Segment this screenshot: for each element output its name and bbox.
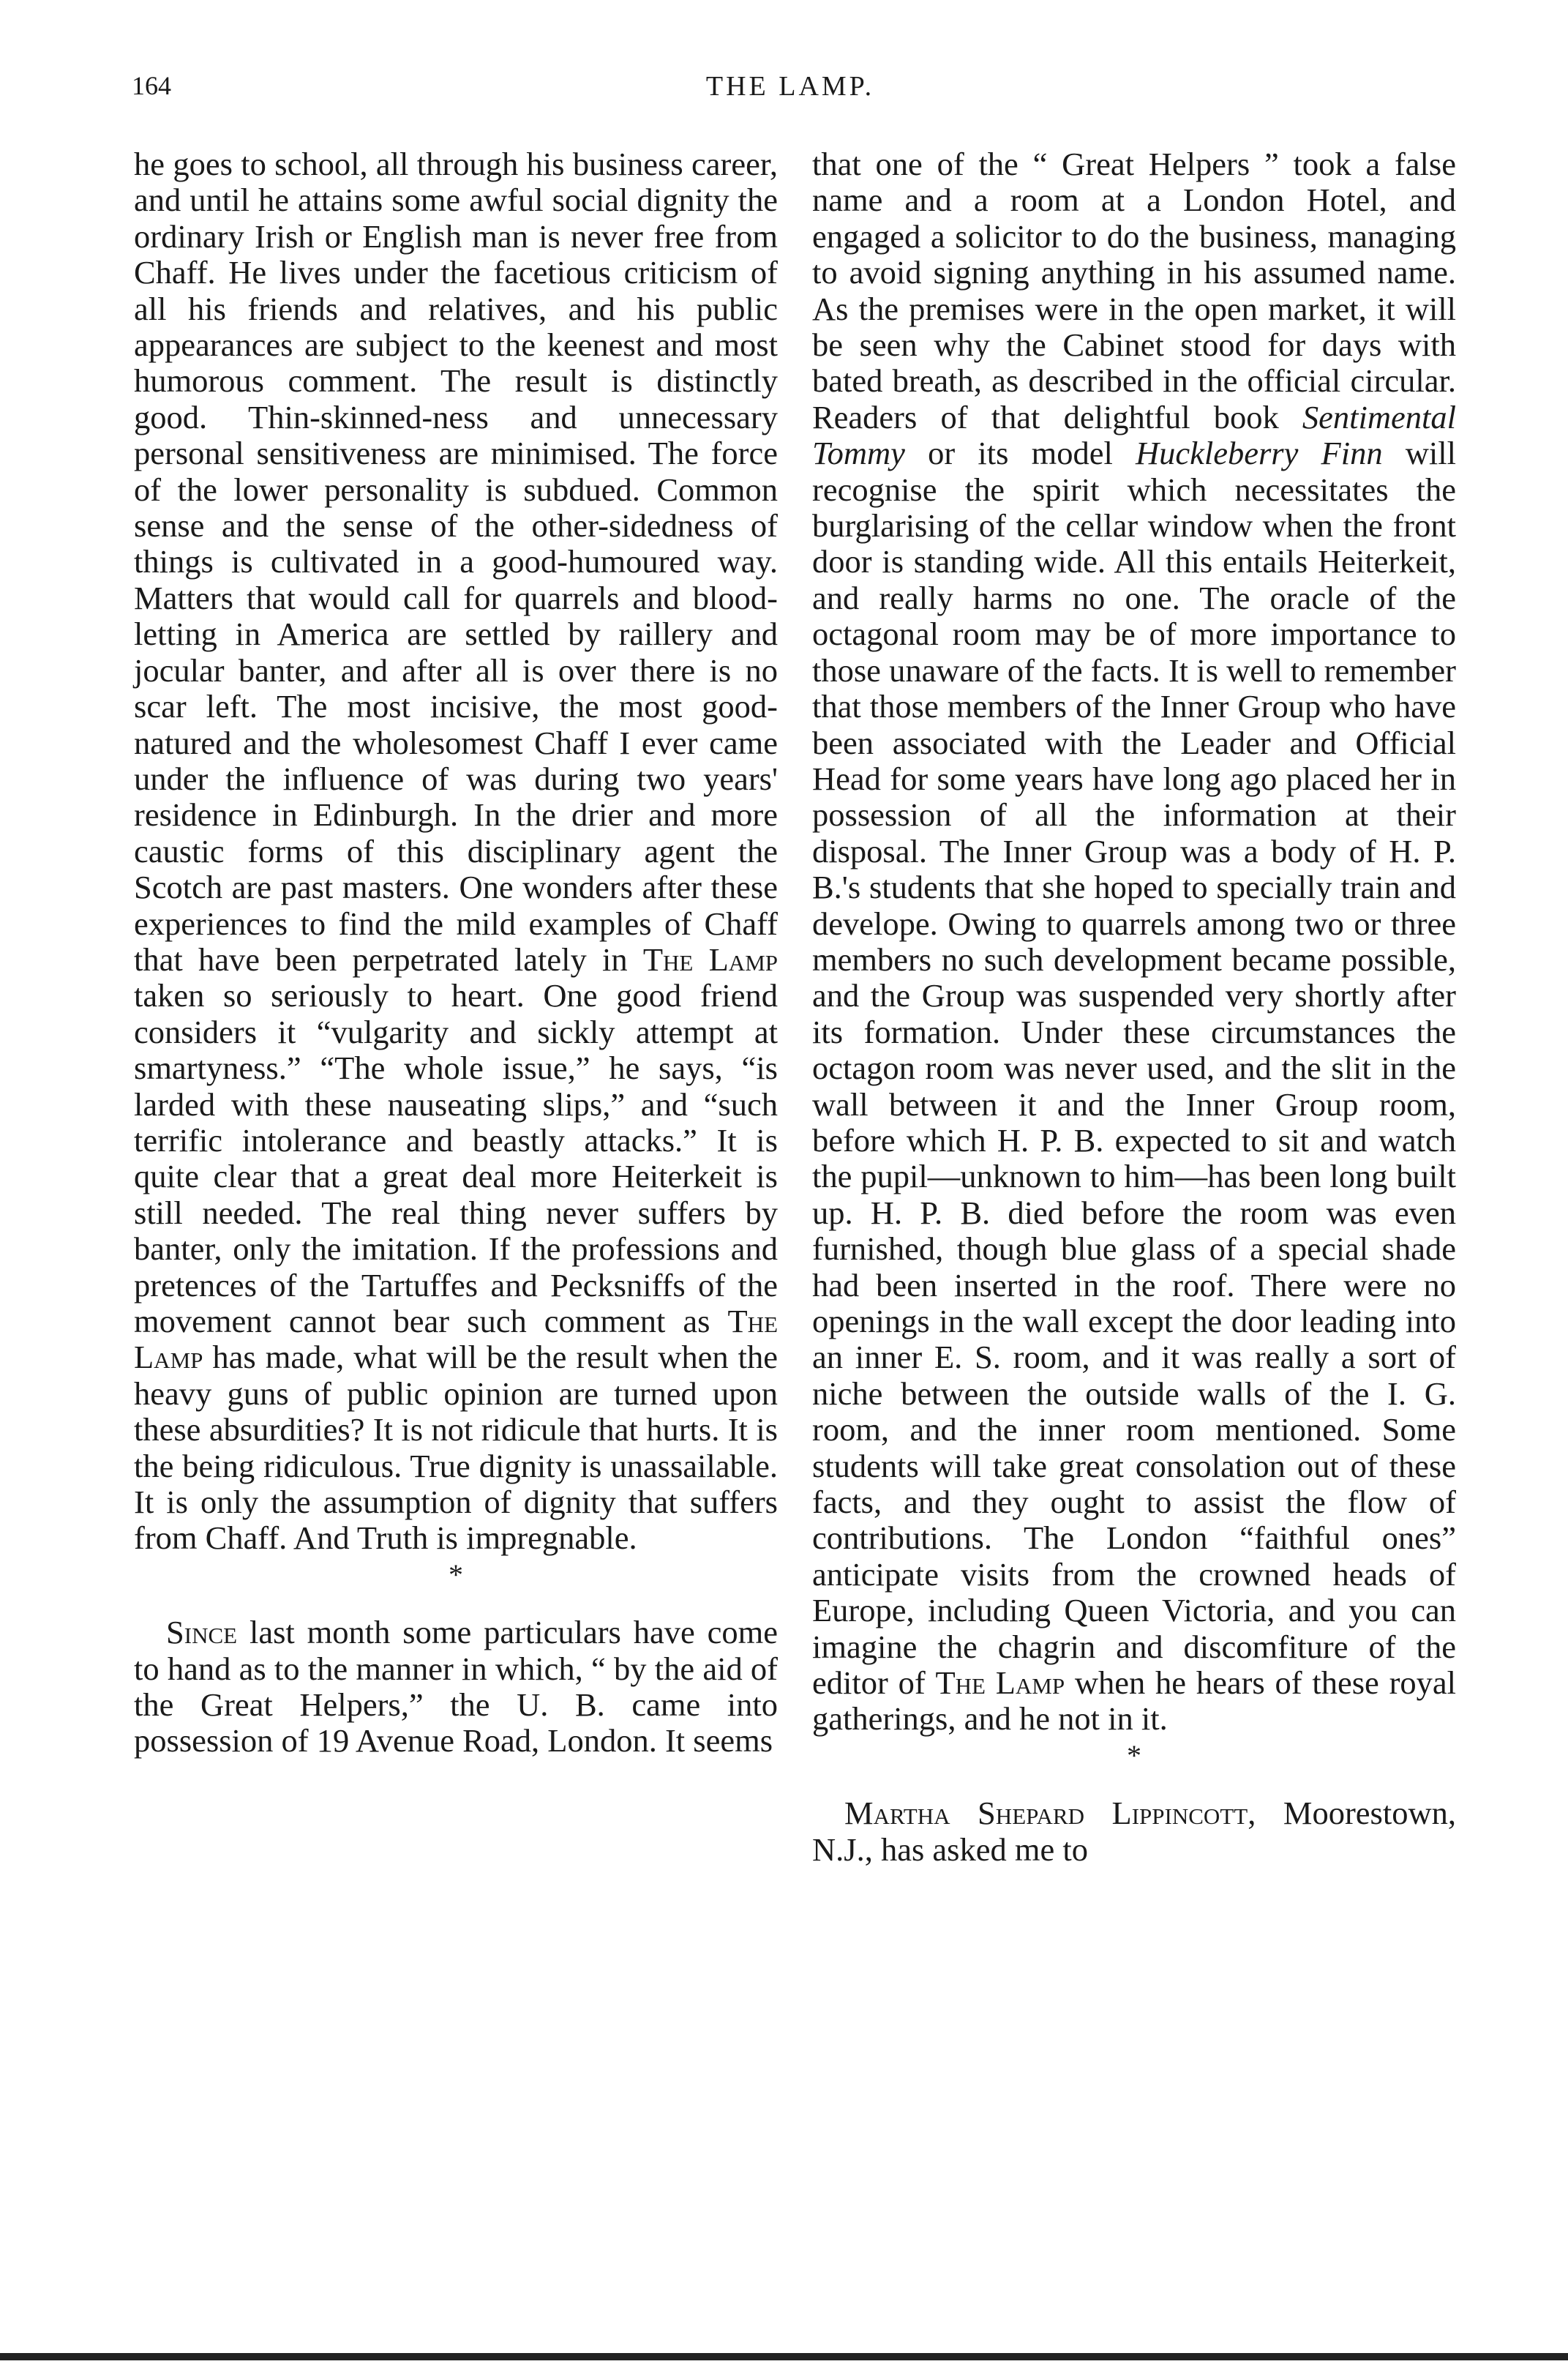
book-title-huckleberry-finn: Huckleberry Finn [1135,435,1383,472]
page-number: 164 [132,71,171,100]
section-separator: * [449,1557,463,1591]
right-text-1: that one of the “ Great Helpers ” took a false name and a room at a London Hotel, and engaged a solicitor to do the business, managing to avoid signing anything in his assumed name. As the premises were in the open market, it will be seen why the Cabinet stood for days with bated breath, as described in the official circular. Readers of that delightful book [812,146,1456,435]
right-text-mid: or its model [928,435,1113,472]
lamp-title-ref: The Lamp [642,940,778,978]
section-separator: * [1127,1738,1141,1772]
journal-title: THE LAMP. [705,71,875,102]
left-paragraph-avenue-road [134,1615,778,1759]
paragraph-gap [134,1593,778,1615]
bottom-scan-edge [0,2353,1568,2360]
lamp-title-ref: The Lamp [134,1303,779,1376]
right-column [812,146,1456,1868]
right-text-2: will recognise the spirit which necessitates the burglarising of the cellar window when the front door is standing wide. All this entails Heiterkeit, and really harms no one. The oracle of the octagonal room may be of more importance to those unaware of the facts. It is well to remember that those members of the Inner Group who have been associated with the Leader and Official Head for some years have long ago placed her in possession of all the information at their disposal. The Inner Group was a body of H. P. B.'s students that she hoped to specially train and develope. Owing to quarrels among two or three members no such development became possible, and the Group was suspended very shortly after its formation. Under these circumstances the octagon room was never used, and the slit in the wall between it and the Inner Group room, before which H. P. B. expected to sit and watch the pupil—unknown to him—has been long built up. H. P. B. died before the room was even furnished, though blue glass of a special shade had been inserted in the roof. There were no openings in the wall except the door leading into an inner E. S. room, and it was really a sort of niche between the outside walls of the I. G. room, and the inner room mentioned. Some students will take great consolation out of these facts, and they ought to assist the flow of contributions. The London “faithful ones” anticipate visits from the crowned heads of Europe, including Queen Victoria, and you can imagine the chagrin and discomfiture of the editor of [812,435,1456,1702]
right-paragraph-helpers [812,146,1456,1738]
right-paragraph-lippincott [812,1795,1456,1868]
paragraph-lead-word: Since [166,1614,238,1651]
left-paragraph-chaff [134,146,778,1557]
paragraph-gap [812,1773,1456,1795]
left-text-3: has made, what will be the result when the heavy guns of public opinion are turned upon these absurdities? It is not ridicule that hurts. It is the being ridiculous. True dignity is unassailable. It is only the assumption of dignity that suffers from Chaff. And Truth is impregnable. [134,1339,778,1557]
left-column [134,146,778,1759]
right-text-4: Moorestown, N.J., has asked me to [812,1795,1456,1868]
paragraph-lead-name: Martha Shepard Lippincott, [844,1795,1256,1832]
left-text-2: taken so seriously to heart. One good friend considers it “vulgarity and sickly attempt at smartyness.” “The whole issue,” he says, “is larded with these nauseating slips,” and “such terrific intolerance and beastly attacks.” It is quite clear that a great deal more Heiterkeit is still needed. The real thing never suffers by banter, only the imitation. If the professions and pretences of the Tartuffes and Pecksniffs of the movement cannot bear such comment as [134,977,778,1339]
book-title-sentimental-tommy: Sentimental Tommy [812,398,1456,472]
left-text-1: he goes to school, all through his business career, and until he attains some awful social dignity the ordinary Irish or English man is never free from Chaff. He lives under the facetious criticism of all his friends and relatives, and his public appearances are subject to the keenest and most humorous comment. The result is distinctly good. Thin-skinned-ness and unnecessary personal sensitiveness are minimised. The force of the lower personality is subdued. Common sense and the sense of the other-sidedness of things is cultivated in a good-humoured way. Matters that would call for quarrels and blood-letting in America are settled by raillery and jocular banter, and after all is over there is no scar left. The most incisive, the most good-natured and the wholesomest Chaff I ever came under the influence of was during two years' residence in Edinburgh. In the drier and more caustic forms of this disciplinary agent the Scotch are past masters. One wonders after these experiences to find the mild examples of Chaff that have been perpetrated lately in [134,146,778,978]
right-text-3: when he hears of these royal gatherings, and he not in it. [812,1664,1457,1738]
running-head [132,70,1449,114]
lamp-title-ref: The Lamp [935,1664,1065,1702]
left-text-4: last month some particulars have come to hand as to the manner in which, “ by the aid of the Great Helpers,” the U. B. came into possession of 19 Avenue Road, London. It seems [134,1614,779,1759]
